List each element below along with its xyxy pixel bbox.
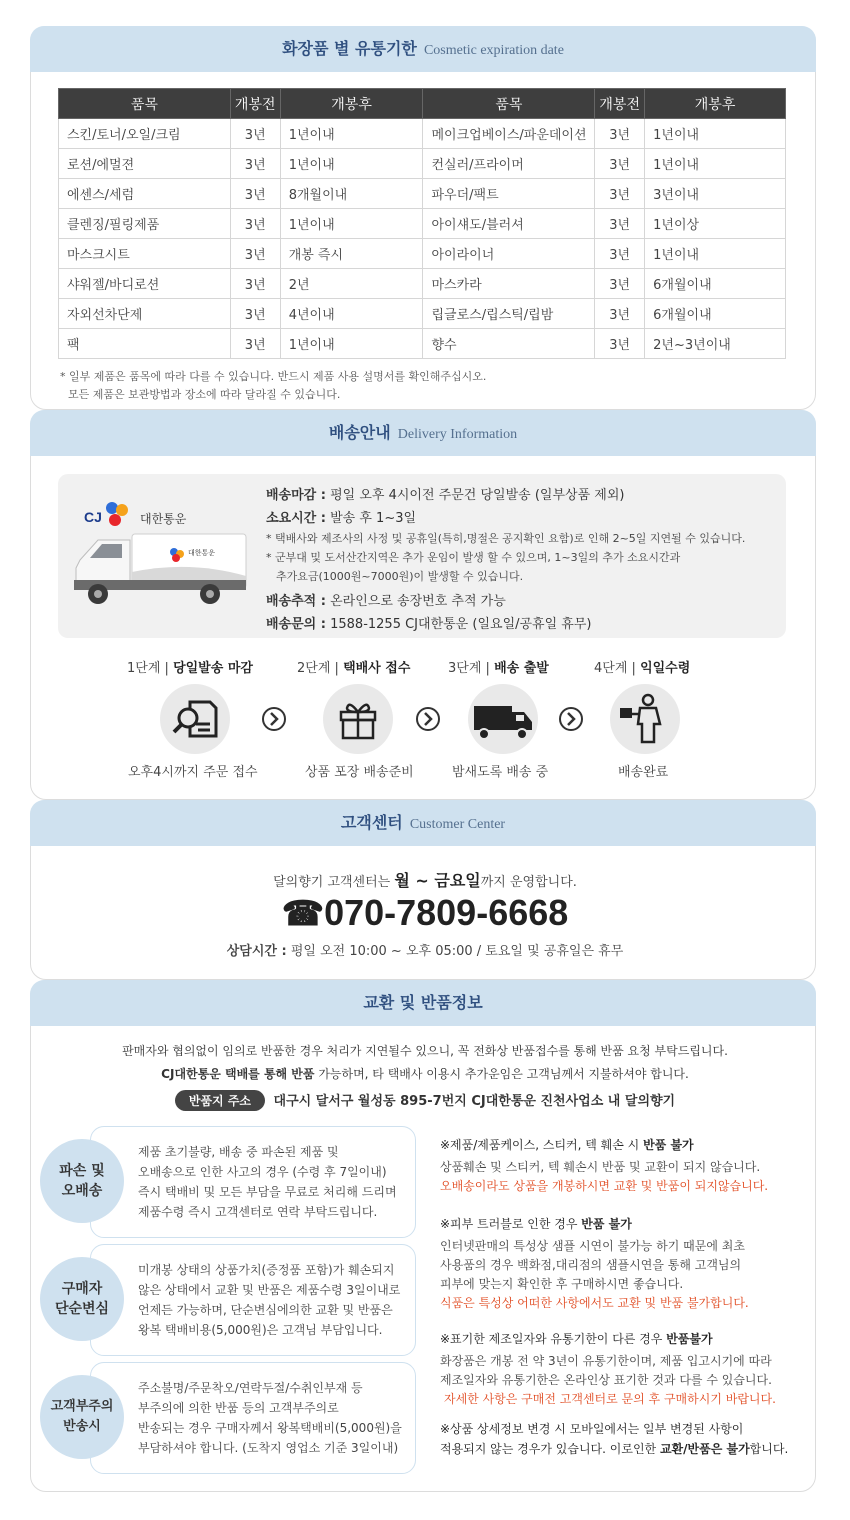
step-name: 당일발송 마감 — [173, 661, 253, 676]
rule-head-text: ※제품/제품케이스, 스티커, 텍 훼손 시 — [440, 1138, 644, 1152]
exchange-line-2 — [0, 1065, 850, 1082]
table-header: 품목 — [423, 89, 595, 119]
step-3-title — [448, 657, 549, 676]
rule-1-body — [440, 1158, 768, 1196]
table-cell: 클렌징/필링제품 — [59, 209, 231, 239]
rule-line: 사용품의 경우 백화점,대리점의 샘플시연을 통해 고객님의 — [440, 1258, 742, 1272]
cosmetic-note-1: * 일부 제품은 품목에 따라 다를 수 있습니다. 반드시 제품 사용 설명서를 확인해주십시오. — [60, 370, 487, 383]
table-cell: 6개월이내 — [645, 269, 786, 299]
table-cell: 3년 — [595, 299, 645, 329]
delivery-title: 배송안내 — [328, 423, 391, 442]
step-1-title — [127, 657, 253, 676]
table-cell: 1년이내 — [280, 329, 423, 359]
case-line: 미개봉 상태의 상품가치(증정품 포함)가 훼손되지 — [138, 1263, 395, 1277]
final-note-2 — [440, 1440, 788, 1457]
final-note-1: ※상품 상세정보 변경 시 모바일에서는 일부 변경된 사항이 — [440, 1422, 744, 1436]
table-header-row — [59, 89, 786, 119]
rule-head-text: ※표기한 제조일자와 유통기한이 다른 경우 — [440, 1332, 667, 1346]
step-arrow-icon — [262, 707, 286, 731]
step-4-caption: 배송완료 — [618, 765, 669, 780]
delivery-tracking — [266, 590, 506, 609]
case-line: 즉시 택배비 및 모든 부담을 무료로 처리해 드리며 — [138, 1185, 397, 1199]
case-line: 제품 초기불량, 배송 중 파손된 제품 및 — [138, 1145, 339, 1159]
table-cell: 립글로스/립스틱/립밤 — [423, 299, 595, 329]
table-cell: 3년 — [595, 119, 645, 149]
case-label-line: 파손 및 — [59, 1163, 105, 1179]
step-sep: | — [334, 661, 339, 676]
final-bold: 교환/반품은 불가 — [659, 1442, 750, 1456]
table-cell: 1년이상 — [645, 209, 786, 239]
case-label-line: 단순변심 — [54, 1301, 110, 1317]
table-row — [59, 299, 786, 329]
table-cell: 로션/에멀젼 — [59, 149, 231, 179]
return-address-value: 대구시 달서구 월성동 895-7번지 CJ대한통운 진천사업소 내 달의향기 — [273, 1094, 676, 1109]
table-cell: 3년 — [230, 329, 280, 359]
case-line: 왕복 택배비용(5,000원)은 고객님 부담입니다. — [138, 1323, 383, 1337]
case-text-negligence — [138, 1378, 402, 1458]
table-cell: 3년 — [595, 239, 645, 269]
gift-box-icon — [323, 684, 393, 754]
step-2-caption: 상품 포장 배송준비 — [305, 765, 414, 780]
table-cell: 8개월이내 — [280, 179, 423, 209]
table-cell: 마스카라 — [423, 269, 595, 299]
rule-head-text: ※피부 트러블로 인한 경우 — [440, 1217, 582, 1231]
customer-phone[interactable] — [0, 892, 850, 934]
intro-bold: 월 ~ 금요일 — [394, 871, 481, 890]
rule-head-bold: 반품 불가 — [581, 1217, 632, 1231]
person-receive-icon — [610, 684, 680, 754]
table-cell: 3년 — [595, 179, 645, 209]
table-cell: 메이크업베이스/파운데이션 — [423, 119, 595, 149]
table-row — [59, 269, 786, 299]
table-cell: 1년이내 — [280, 119, 423, 149]
case-label-line: 반송시 — [63, 1419, 101, 1434]
case-label-change-mind — [40, 1257, 124, 1341]
inquiry-label: 배송문의 : — [266, 617, 326, 632]
table-cell: 파우더/팩트 — [423, 179, 595, 209]
deadline-label: 배송마감 : — [266, 488, 326, 503]
truck-icon — [468, 684, 538, 754]
return-address-label: 반품지 주소 — [175, 1090, 265, 1111]
exchange-header — [30, 980, 816, 1026]
rule-line: 피부에 맞는지 확인한 후 구매하시면 좋습니다. — [440, 1277, 684, 1291]
table-row — [59, 209, 786, 239]
table-cell: 3년이내 — [645, 179, 786, 209]
final-pre: 적용되지 않는 경우가 있습니다. 이로인한 — [440, 1442, 660, 1456]
cosmetic-note-2: 모든 제품은 보관방법과 장소에 따라 달라질 수 있습니다. — [68, 388, 341, 401]
cosmetic-title-en: Cosmetic expiration date — [423, 43, 564, 58]
customer-hours — [0, 940, 850, 959]
line2-rest: 가능하며, 타 택배사 이용시 추가운임은 고객님께서 지불하셔야 합니다. — [314, 1067, 689, 1081]
table-header: 개봉후 — [645, 89, 786, 119]
table-cell: 3년 — [230, 239, 280, 269]
table-cell: 에센스/세럼 — [59, 179, 231, 209]
phone-number[interactable]: 070-7809-6668 — [324, 892, 569, 933]
step-4-title — [594, 657, 690, 676]
table-cell: 3년 — [230, 209, 280, 239]
table-cell: 3년 — [230, 179, 280, 209]
case-line: 주소불명/주문착오/연락두절/수취인부재 등 — [138, 1381, 363, 1395]
table-cell: 3년 — [230, 119, 280, 149]
step-num: 4단계 — [594, 661, 628, 676]
cj-logo-text: CJ — [84, 509, 102, 525]
table-cell: 3년 — [230, 149, 280, 179]
inquiry-value: 1588-1255 CJ대한통운 (일요일/공휴일 휴무) — [330, 617, 592, 632]
exchange-line-1: 판매자와 협의없이 임의로 반품한 경우 처리가 지연될수 있으니, 꼭 전화상 반품접수를 통해 반품 요청 부탁드립니다. — [122, 1044, 728, 1058]
expiration-table — [58, 88, 786, 359]
table-cell: 6개월이내 — [645, 299, 786, 329]
table-cell: 개봉 즉시 — [280, 239, 423, 269]
delivery-truck-image — [70, 530, 250, 610]
case-line: 제품수령 즉시 고객센터로 연락 부탁드립니다. — [138, 1205, 378, 1219]
delivery-title-en: Delivery Information — [397, 427, 518, 442]
cosmetic-header — [30, 26, 816, 72]
table-cell: 2년~3년이내 — [645, 329, 786, 359]
table-cell: 스킨/토너/오일/크림 — [59, 119, 231, 149]
rule-line: 상품훼손 및 스티커, 텍 훼손시 반품 및 교환이 되지 않습니다. — [440, 1160, 761, 1174]
customer-title: 고객센터 — [340, 813, 403, 832]
step-4-icon-bg — [610, 684, 680, 754]
return-address — [0, 1090, 850, 1111]
table-header: 품목 — [59, 89, 231, 119]
time-value: 발송 후 1~3일 — [330, 511, 417, 526]
step-1-caption: 오후4시까지 주문 접수 — [128, 765, 258, 780]
table-cell: 자외선차단제 — [59, 299, 231, 329]
cosmetic-title: 화장품 별 유통기한 — [282, 39, 417, 58]
track-label: 배송추적 : — [266, 594, 326, 609]
delivery-time — [266, 507, 416, 526]
table-cell: 컨실러/프라이머 — [423, 149, 595, 179]
table-cell: 3년 — [230, 299, 280, 329]
rule-head-bold: 반품 불가 — [643, 1138, 694, 1152]
customer-hours-intro — [0, 868, 850, 891]
step-sep: | — [485, 661, 490, 676]
table-row — [59, 119, 786, 149]
case-line: 부담하셔야 합니다. (도착지 영업소 기준 3일이내) — [138, 1441, 399, 1455]
case-label-line: 구매자 — [61, 1281, 103, 1297]
step-3-caption: 밤새도록 배송 중 — [452, 765, 549, 780]
table-cell: 3년 — [595, 209, 645, 239]
delivery-note-3: 추가요금(1000원~7000원)이 발생할 수 있습니다. — [276, 570, 524, 583]
table-header: 개봉후 — [280, 89, 423, 119]
final-post: 합니다. — [749, 1442, 789, 1456]
table-cell: 1년이내 — [280, 149, 423, 179]
truck-logo-label: 대한통운 — [188, 549, 216, 557]
table-cell: 3년 — [595, 149, 645, 179]
case-line: 않은 상태에서 교환 및 반품은 제품수령 3일이내로 — [138, 1283, 401, 1297]
case-line: 오배송으로 인한 사고의 경우 (수령 후 7일이내) — [138, 1165, 387, 1179]
case-text-change-mind — [138, 1260, 400, 1340]
step-name: 익일수령 — [640, 661, 691, 676]
step-sep: | — [631, 661, 636, 676]
step-name: 배송 출발 — [494, 661, 549, 676]
hours-value: 평일 오전 10:00 ~ 오후 05:00 / 토요일 및 공휴일은 휴무 — [290, 944, 624, 959]
table-row — [59, 329, 786, 359]
case-line: 언제든 가능하며, 단순변심에의한 교환 및 반품은 — [138, 1303, 393, 1317]
line2-bold: CJ대한통운 택배를 통해 반품 — [161, 1067, 315, 1081]
table-cell: 1년이내 — [645, 239, 786, 269]
step-arrow-icon — [559, 707, 583, 731]
step-num: 2단계 — [297, 661, 331, 676]
table-cell: 3년 — [595, 269, 645, 299]
hours-label: 상담시간 : — [226, 944, 287, 959]
table-cell: 팩 — [59, 329, 231, 359]
rule-2-body — [440, 1237, 749, 1313]
customer-header — [30, 800, 816, 846]
table-row — [59, 149, 786, 179]
table-cell: 1년이내 — [645, 119, 786, 149]
step-2-title — [297, 657, 410, 676]
table-row — [59, 239, 786, 269]
step-name: 택배사 접수 — [343, 661, 411, 676]
step-num: 1단계 — [127, 661, 161, 676]
rule-1-head — [440, 1136, 694, 1153]
case-label-damage — [40, 1139, 124, 1223]
rule-line: 인터넷판매의 특성상 샘플 시연이 불가능 하기 때문에 최초 — [440, 1239, 745, 1253]
step-sep: | — [164, 661, 169, 676]
case-line: 부주의에 의한 반품 등의 고객부주의로 — [138, 1401, 339, 1415]
rule-head-bold: 반품불가 — [666, 1332, 713, 1346]
rule-3-head — [440, 1330, 713, 1347]
table-cell: 2년 — [280, 269, 423, 299]
table-cell: 3년 — [595, 329, 645, 359]
case-line: 반송되는 경우 구매자께서 왕복택배비(5,000원)을 — [138, 1421, 402, 1435]
delivery-inquiry — [266, 613, 592, 632]
customer-title-en: Customer Center — [409, 817, 506, 832]
cj-flower-icon — [104, 500, 130, 530]
delivery-note-2: * 군부대 및 도서산간지역은 추가 운임이 발생 할 수 있으며, 1~3일의 추가 소요시간과 — [266, 551, 681, 564]
rule-warning: 자세한 사항은 구매전 고객센터로 문의 후 구매하시기 바랍니다. — [444, 1392, 776, 1406]
search-document-icon — [160, 684, 230, 754]
intro-post: 까지 운영합니다. — [480, 875, 577, 890]
table-cell: 1년이내 — [280, 209, 423, 239]
table-cell: 샤워젤/바디로션 — [59, 269, 231, 299]
exchange-title: 교환 및 반품정보 — [363, 993, 483, 1012]
rule-2-head — [440, 1215, 632, 1232]
rule-line: 제조일자와 유통기한은 온라인상 표기한 것과 다를 수 있습니다. — [440, 1373, 772, 1387]
step-num: 3단계 — [448, 661, 482, 676]
delivery-deadline — [266, 484, 624, 503]
step-1-icon-bg — [160, 684, 230, 754]
rule-warning: 식품은 특성상 어떠한 사항에서도 교환 및 반품 불가합니다. — [440, 1296, 749, 1310]
phone-icon: ☎ — [281, 895, 325, 933]
case-text-damage — [138, 1142, 397, 1222]
table-header: 개봉전 — [230, 89, 280, 119]
rule-line: 화장품은 개봉 전 약 3년이 유통기한이며, 제품 입고시기에 따라 — [440, 1354, 772, 1368]
case-label-line: 고객부주의 — [50, 1399, 114, 1414]
case-label-line: 오배송 — [61, 1183, 103, 1199]
table-cell: 아이섀도/블러셔 — [423, 209, 595, 239]
delivery-header — [30, 410, 816, 456]
rule-3-body — [440, 1352, 776, 1409]
table-cell: 4년이내 — [280, 299, 423, 329]
table-cell: 마스크시트 — [59, 239, 231, 269]
table-row — [59, 179, 786, 209]
cj-logo-label: 대한통운 — [140, 512, 187, 526]
table-cell: 아이라이너 — [423, 239, 595, 269]
table-cell: 향수 — [423, 329, 595, 359]
delivery-note-1: * 택배사와 제조사의 사정 및 공휴일(특히,명절은 공지확인 요함)로 인해 2~5일 지연될 수 있습니다. — [266, 532, 746, 545]
step-arrow-icon — [416, 707, 440, 731]
table-header: 개봉전 — [595, 89, 645, 119]
case-label-negligence — [40, 1375, 124, 1459]
table-cell: 3년 — [230, 269, 280, 299]
step-2-icon-bg — [323, 684, 393, 754]
track-value: 온라인으로 송장번호 추적 가능 — [330, 594, 506, 609]
deadline-value: 평일 오후 4시이전 주문건 당일발송 (일부상품 제외) — [330, 488, 625, 503]
time-label: 소요시간 : — [266, 511, 326, 526]
step-3-icon-bg — [468, 684, 538, 754]
rule-warning: 오배송이라도 상품을 개봉하시면 교환 및 반품이 되지않습니다. — [440, 1179, 769, 1193]
table-cell: 1년이내 — [645, 149, 786, 179]
intro-pre: 달의향기 고객센터는 — [273, 875, 395, 890]
